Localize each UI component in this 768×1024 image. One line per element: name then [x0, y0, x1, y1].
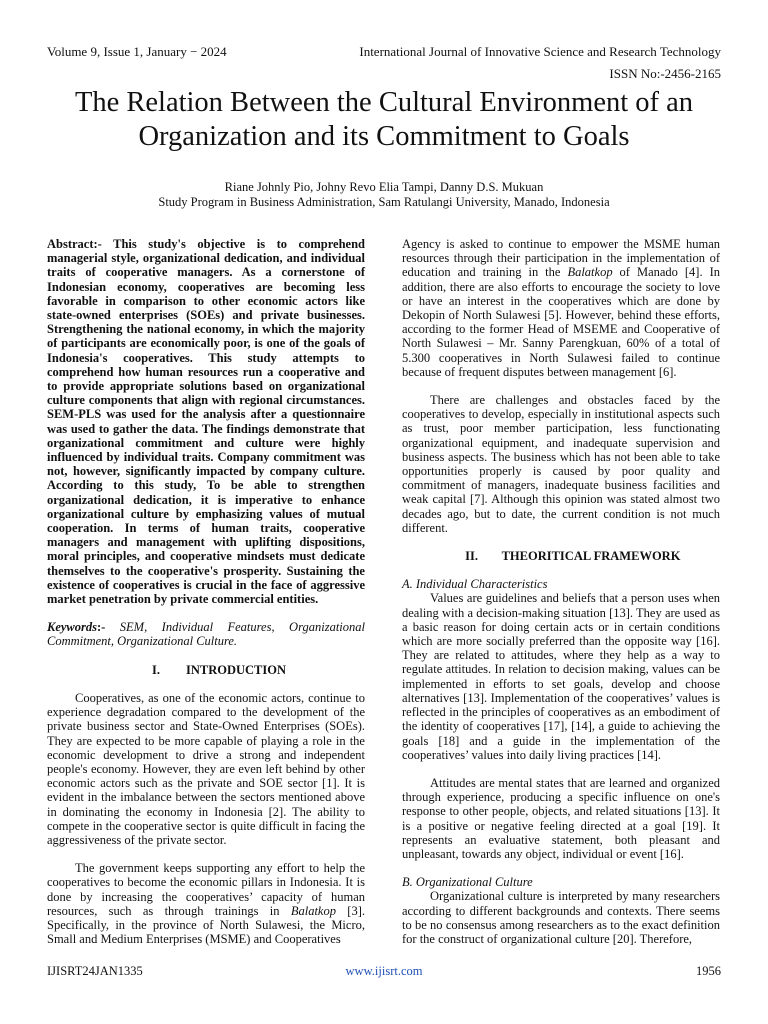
- issn: ISSN No:-2456-2165: [609, 66, 721, 81]
- keywords-text: SEM, Individual Features, Organizational Commitment, Organizational Culture.: [47, 620, 365, 649]
- framework-paragraph-2: Attitudes are mental states that are learned and organized through experience, producing a specific influence on one's response to other people, objects, and related situations [13]. It is a positive or negative feeling directed at a goal [19]. It represents an evaluative statement, both pleasant and unpleasant, towards any object, individual or event [16].: [402, 775, 720, 861]
- framework-paragraph-3: Organizational culture is interpreted by many researchers according to different backgrounds and contexts. There seems to be no consensus among researchers as to the exact definition for the construct of organizational culture [20]. Therefore,: [402, 889, 720, 946]
- page-number: 1956: [696, 964, 721, 978]
- abstract-label: Abstract:-: [47, 237, 102, 251]
- keywords-label: Keywords: [47, 620, 97, 635]
- section-heading-framework: II. THEORITICAL FRAMEWORK: [465, 549, 681, 564]
- framework-paragraph-1: Values are guidelines and beliefs that a person uses when dealing with a decision-making situation [13]. They are used as a basic reason for doing certain acts or in certain conditions which are more socially preferred than the opposite way [16]. They are related to attitudes, where they help as a way to regulate attitudes. In relation to decision making, values can be implemented in efforts to set goals, develop and choose alternatives [13]. Implementation of the cooperatives’ values is reflected in the principles of cooperatives as an embodiment of the identity of cooperatives [17], [14], a guide to achieving the goals [18] and a guide in the implementation of the cooperatives’ values into daily living practices [14].: [402, 591, 720, 762]
- journal-url-link[interactable]: www.ijisrt.com: [345, 964, 423, 978]
- journal-name: International Journal of Innovative Science and Research Technology: [359, 44, 721, 59]
- paper-title: The Relation Between the Cultural Environment of an Organization and its Commitment to Goals: [74, 87, 694, 152]
- subsection-heading-b: B. Organizational Culture: [402, 875, 533, 890]
- intro-paragraph-1: Cooperatives, as one of the economic actors, continue to experience degradation compared to the development of the private business sector and State-Owned Enterprises (SOEs). They are expected to be more capable of playing a role in the economic development to drive a strong and independent people's economy. However, they are even left behind by other economic actors such as the private and SOE sector [1]. It is evident in the imbalance between the sectors mentioned above in dominating the economy in Indonesia [2]. The ability to compete in the cooperative sector is quite difficult in facing the aggressiveness of the private sector.: [47, 690, 365, 847]
- abstract-text: This study's objective is to comprehend managerial style, organizational dedication, and individual traits of cooperative managers. As a cornerstone of Indonesian economy, cooperatives are becoming less favorable in comparison to other economic actors like state-owned enterprises (SOEs) and private businesses. Strengthening the national economy, in which the majority of participants are economically poor, is one of the goals of Indonesia's cooperatives. This study attempts to comprehend how human resources run a cooperative and to provide appropriate solutions based on organizational culture components that align with regional circumstances. SEM-PLS was used for the analysis after a questionnaire was used to gather the data. The findings demonstrate that organizational commitment and culture were highly influenced by individual traits. Company commitment was not, however, significantly impacted by company culture. According to this study, To be able to strengthen organizational dedication, it is imperative to enhance organizational culture by emphasizing values of mutual cooperation. In terms of human traits, cooperative managers and management with uplifting dispositions, moral principles, and cooperative mindsets must dedicate themselves to the cooperative's prosperity. Sustaining the existence of cooperatives is crucial in the face of aggressive market penetration by private commercial entities.: [47, 237, 365, 607]
- right-column: [402, 237, 720, 946]
- subsection-heading-a: A. Individual Characteristics: [402, 577, 548, 592]
- section-heading-introduction: I. INTRODUCTION: [151, 662, 286, 677]
- affiliation: Study Program in Business Administration, Sam Ratulangi University, Manado, Indonesia: [158, 195, 610, 209]
- paper-code: IJISRT24JAN1335: [47, 964, 143, 978]
- keywords: Keywords:- SEM, Individual Features, Organizational Commitment, Organizational Culture.: [47, 620, 365, 649]
- authors: Riane Johnly Pio, Johny Revo Elia Tampi, Danny D.S. Mukuan: [224, 180, 544, 194]
- intro-paragraph-2: The government keeps supporting any effort to help the cooperatives to become the economic pillars in Indonesia. It is done by increasing the cooperatives’ capacity of human resources, such as through trainings in Balatkop [3]. Specifically, in the province of North Sulawesi, the Micro, Small and Medium Enterprises (MSME) and Cooperatives: [47, 861, 365, 947]
- intro-paragraph-continued: Agency is asked to continue to empower the MSME human resources through their participation in the implementation of education and training in the Balatkop of Manado [4]. In addition, there are also efforts to encourage the society to love or have an interest in the cooperatives which are done by Dekopin of North Sulawesi [5]. However, behind these efforts, according to the former Head of MSEME and Cooperative of North Sulawesi – Mr. Sanny Parengkuan, 60% of a total of 5.300 cooperatives in North Sulawesi failed to continue because of frequent disputes between management [6].: [402, 237, 720, 379]
- intro-paragraph-3: There are challenges and obstacles faced by the cooperatives to develop, especially in institutional aspects such as trust, poor member participation, less functionating organizational equipment, and inadequate supervision and business aspects. The business which has not been able to take opportunities properly is caused by poor quality and commitment of managers, inadequate business facilities and weak capital [7]. Although this opinion was stated almost two decades ago, but to date, the current condition is not much different.: [402, 393, 720, 535]
- abstract: [47, 237, 365, 606]
- left-column: [47, 237, 365, 946]
- volume-issue: Volume 9, Issue 1, January − 2024: [47, 44, 227, 59]
